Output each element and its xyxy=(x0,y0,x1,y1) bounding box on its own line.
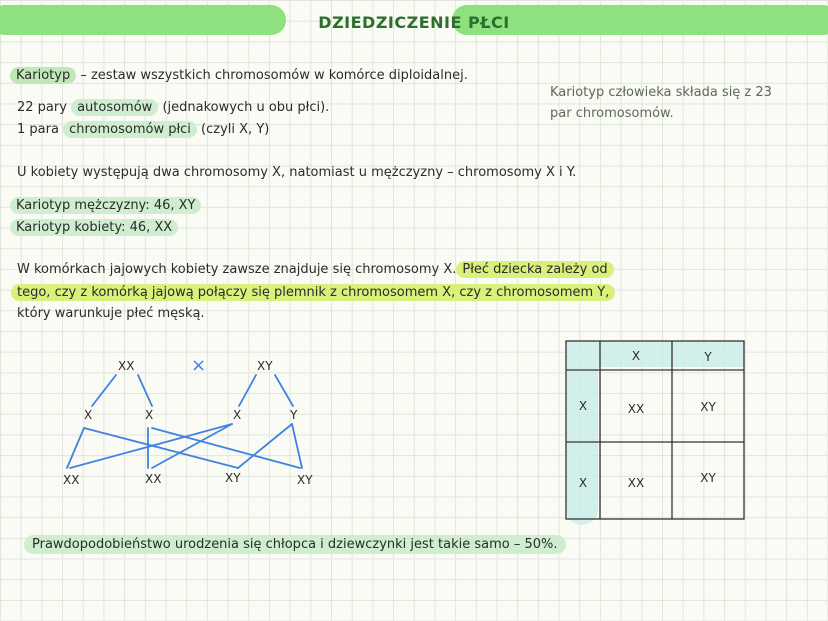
punnett-cell: XY xyxy=(700,471,716,485)
sex-depends-highlight-1: Płeć dziecka zależy od xyxy=(456,261,613,278)
offspring: XX xyxy=(145,472,162,486)
page-title: DZIEDZICZENIE PŁCI xyxy=(318,13,510,32)
offspring: XY xyxy=(297,473,313,487)
parent-male: XY xyxy=(257,359,273,373)
punnett-col-header: X xyxy=(631,349,641,363)
side-note-line-1: Kariotyp człowieka składa się z 23 xyxy=(550,85,772,100)
gamete: Y xyxy=(290,408,298,422)
woman-man-text: U kobiety występują dwa chromosomy X, natomiast u mężczyzny – chromosomy X i Y. xyxy=(17,165,577,180)
parent-female: XX xyxy=(118,359,135,373)
sex-depends-highlight-2: tego, czy z komórką jajową połączy się plemnik z chromosomem X, czy z chromosomem Y, xyxy=(11,284,615,301)
sex-chromosome-line: 1 para chromosomów płci (czyli X, Y) xyxy=(17,122,270,137)
autosome-line: 22 pary autosomów (jednakowych u obu płci). xyxy=(17,100,330,115)
kariotyp-woman: Kariotyp kobiety: 46, XX xyxy=(10,219,178,237)
offspring: XY xyxy=(225,471,241,485)
punnett-col-header: Y xyxy=(704,350,712,364)
gamete: X xyxy=(145,408,154,422)
offspring: XX xyxy=(63,473,80,487)
punnett-row-header: X xyxy=(578,476,588,490)
side-note-line-2: par chromosomów. xyxy=(550,106,674,121)
egg-text-line-1: W komórkach jajowych kobiety zawsze znajduje się chromosomy X. Płeć dziecka zależy od xyxy=(17,261,614,279)
cross-icon: × xyxy=(191,355,207,376)
sex-chrom-term: chromosomów płci xyxy=(63,121,197,138)
gamete: X xyxy=(233,408,242,422)
punnett-cell: XX xyxy=(627,402,645,416)
punnett-row-header: X xyxy=(578,399,588,413)
kariotyp-man: Kariotyp mężczyzny: 46, XY xyxy=(10,197,201,215)
punnett-cell: XX xyxy=(627,476,645,490)
gamete: X xyxy=(84,408,93,422)
autosomes-term: autosomów xyxy=(71,99,158,116)
kariotyp-def-text: – zestaw wszystkich chromosomów w komórce diploidalnej. xyxy=(76,68,468,83)
probability-text: Prawdopodobieństwo urodzenia się chłopca i dziewczynki jest takie samo – 50%. xyxy=(24,536,566,554)
punnett-cell: XY xyxy=(700,400,716,414)
kariotyp-term: Kariotyp xyxy=(10,67,76,84)
egg-text-line-3: który warunkuje płeć męską. xyxy=(17,306,205,321)
